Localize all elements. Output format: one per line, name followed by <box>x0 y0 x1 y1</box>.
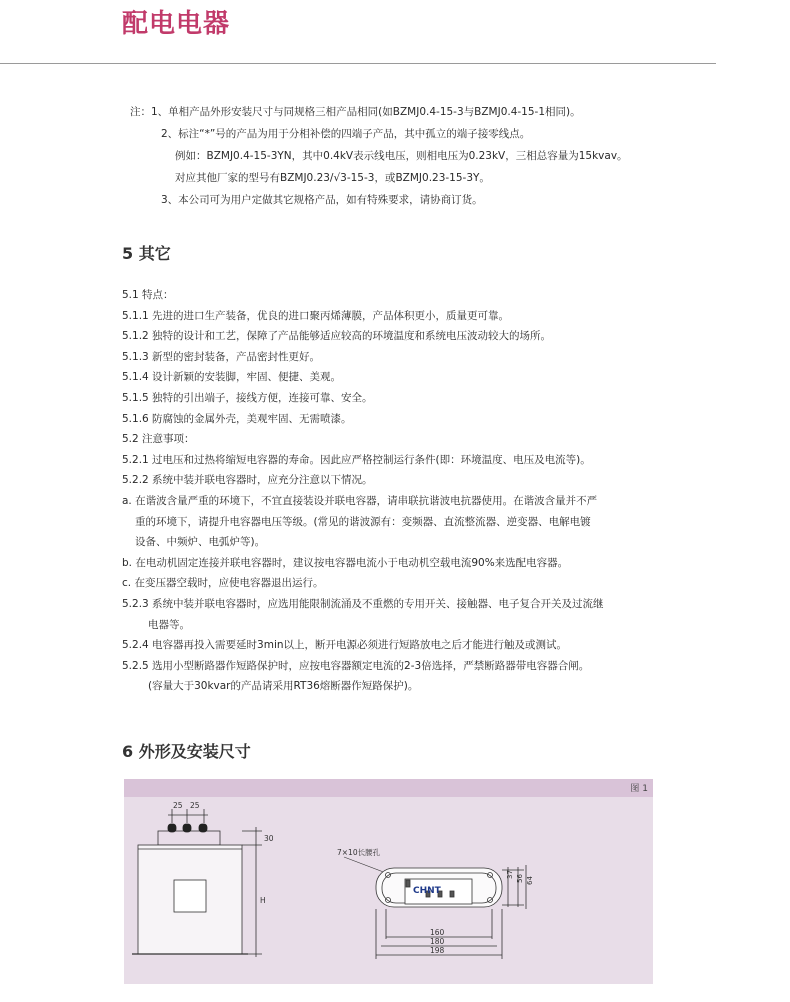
list-line: 5.1.5 独特的引出端子，接线方便，连接可靠、安全。 <box>122 391 373 404</box>
terminal-stud <box>168 824 176 832</box>
note-line: 注：1、单相产品外形安装尺寸与同规格三相产品相同(如BZMJ0.4-15-3与BZMJ0.4-15-1相同)。 <box>130 106 581 118</box>
list-line: 5.2.4 电容器再投入需要延时3min以上，断开电源必须进行短路放电之后才能进行触及或测试。 <box>122 639 568 652</box>
list-line: 5.1 特点： <box>122 289 174 301</box>
front-view <box>132 809 262 957</box>
figure-label: 图 1 <box>630 784 648 794</box>
dim-label: 64 <box>526 876 534 885</box>
dim-label: 25 <box>173 801 183 810</box>
dim-label: 56 <box>516 874 524 883</box>
top-view <box>376 865 526 959</box>
dim-label: H <box>260 896 266 905</box>
section-5-heading: 5 其它 <box>122 244 171 263</box>
dim-label: 160 <box>430 928 445 937</box>
dim-label: 37 <box>506 870 514 879</box>
note-line: 3、本公司可为用户定做其它规格产品，如有特殊要求，请协商订货。 <box>161 194 483 206</box>
terminal-base <box>158 831 220 845</box>
page-title: 配电电器 <box>122 9 231 39</box>
terminal-mark <box>450 891 454 897</box>
list-line: c. 在变压器空载时，应使电容器退出运行。 <box>122 577 324 590</box>
list-line: 5.2.1 过电压和过热将缩短电容器的寿命。因此应严格控制运行条件(即：环境温度、电压及电流等)。 <box>122 453 591 466</box>
terminal-stud <box>183 824 191 832</box>
dim-label: 30 <box>264 834 274 843</box>
note-line: 例如：BZMJ0.4-15-3YN，其中0.4kV表示线电压，则相电压为0.23kV，三相总容量为15kvav。 <box>175 150 628 162</box>
slot-note: 7×10长腰孔 <box>337 848 381 857</box>
terminal-stud <box>199 824 207 832</box>
brand-logo: CHNT <box>413 886 441 896</box>
dim-label: 180 <box>430 937 445 946</box>
list-line: 5.2.5 选用小型断路器作短路保护时，应按电容器额定电流的2-3倍选择，严禁断路器带电容器合闸。 <box>122 659 590 672</box>
section-6-heading: 6 外形及安装尺寸 <box>122 742 251 761</box>
terminal-studs <box>168 824 207 832</box>
list-line: 5.2 注意事项： <box>122 433 195 446</box>
leader-line <box>344 857 386 873</box>
list-line: (容量大于30kvar的产品请采用RT36熔断器作短路保护)。 <box>148 680 419 693</box>
list-line: 5.1.6 防腐蚀的金属外壳，美观牢固、无需喷漆。 <box>122 412 352 425</box>
nameplate <box>174 880 206 912</box>
dimension-drawing <box>124 797 653 984</box>
terminal-mark <box>406 880 410 887</box>
list-line: 电器等。 <box>148 618 190 631</box>
list-line: 5.2.3 系统中装并联电容器时，应选用能限制流涌及不重燃的专用开关、接触器、电子复合开关及过流继 <box>122 597 604 610</box>
list-line: 重的环境下，请提升电容器电压等级。(常见的谐波源有：变频器、直流整流器、逆变器、电解电镀 <box>135 515 591 528</box>
note-line: 2、标注“*”号的产品为用于分相补偿的四端子产品，其中孤立的端子接零线点。 <box>161 128 531 140</box>
figure-panel <box>124 779 653 984</box>
list-line: 5.1.4 设计新颖的安装脚，牢固、便捷、美观。 <box>122 371 342 384</box>
list-line: b. 在电动机固定连接并联电容器时，建议按电容器电流小于电动机空载电流90%来选配电容器。 <box>122 556 569 569</box>
notes-block <box>130 101 628 211</box>
dim-label: 198 <box>430 946 445 955</box>
title-divider <box>0 63 716 64</box>
dim-label: 25 <box>190 801 200 810</box>
note-line: 对应其他厂家的型号有BZMJ0.23/√3-15-3，或BZMJ0.23-15-3Y。 <box>175 172 490 184</box>
figure-header <box>124 779 653 797</box>
list-line: a. 在谐波含量严重的环境下，不宜直接装设并联电容器，请串联抗谐波电抗器使用。在谐波含量并不严 <box>122 494 598 507</box>
list-line: 设备、中频炉、电弧炉等)。 <box>135 536 266 549</box>
list-line: 5.1.1 先进的进口生产装备，优良的进口聚丙烯薄膜，产品体积更小，质量更可靠。 <box>122 309 510 322</box>
section-5-list <box>122 285 604 697</box>
list-line: 5.2.2 系统中装并联电容器时，应充分注意以下情况。 <box>122 474 373 487</box>
list-line: 5.1.2 独特的设计和工艺，保障了产品能够适应较高的环境温度和系统电压波动较大的场所。 <box>122 330 552 343</box>
list-line: 5.1.3 新型的密封装备，产品密封性更好。 <box>122 350 321 363</box>
